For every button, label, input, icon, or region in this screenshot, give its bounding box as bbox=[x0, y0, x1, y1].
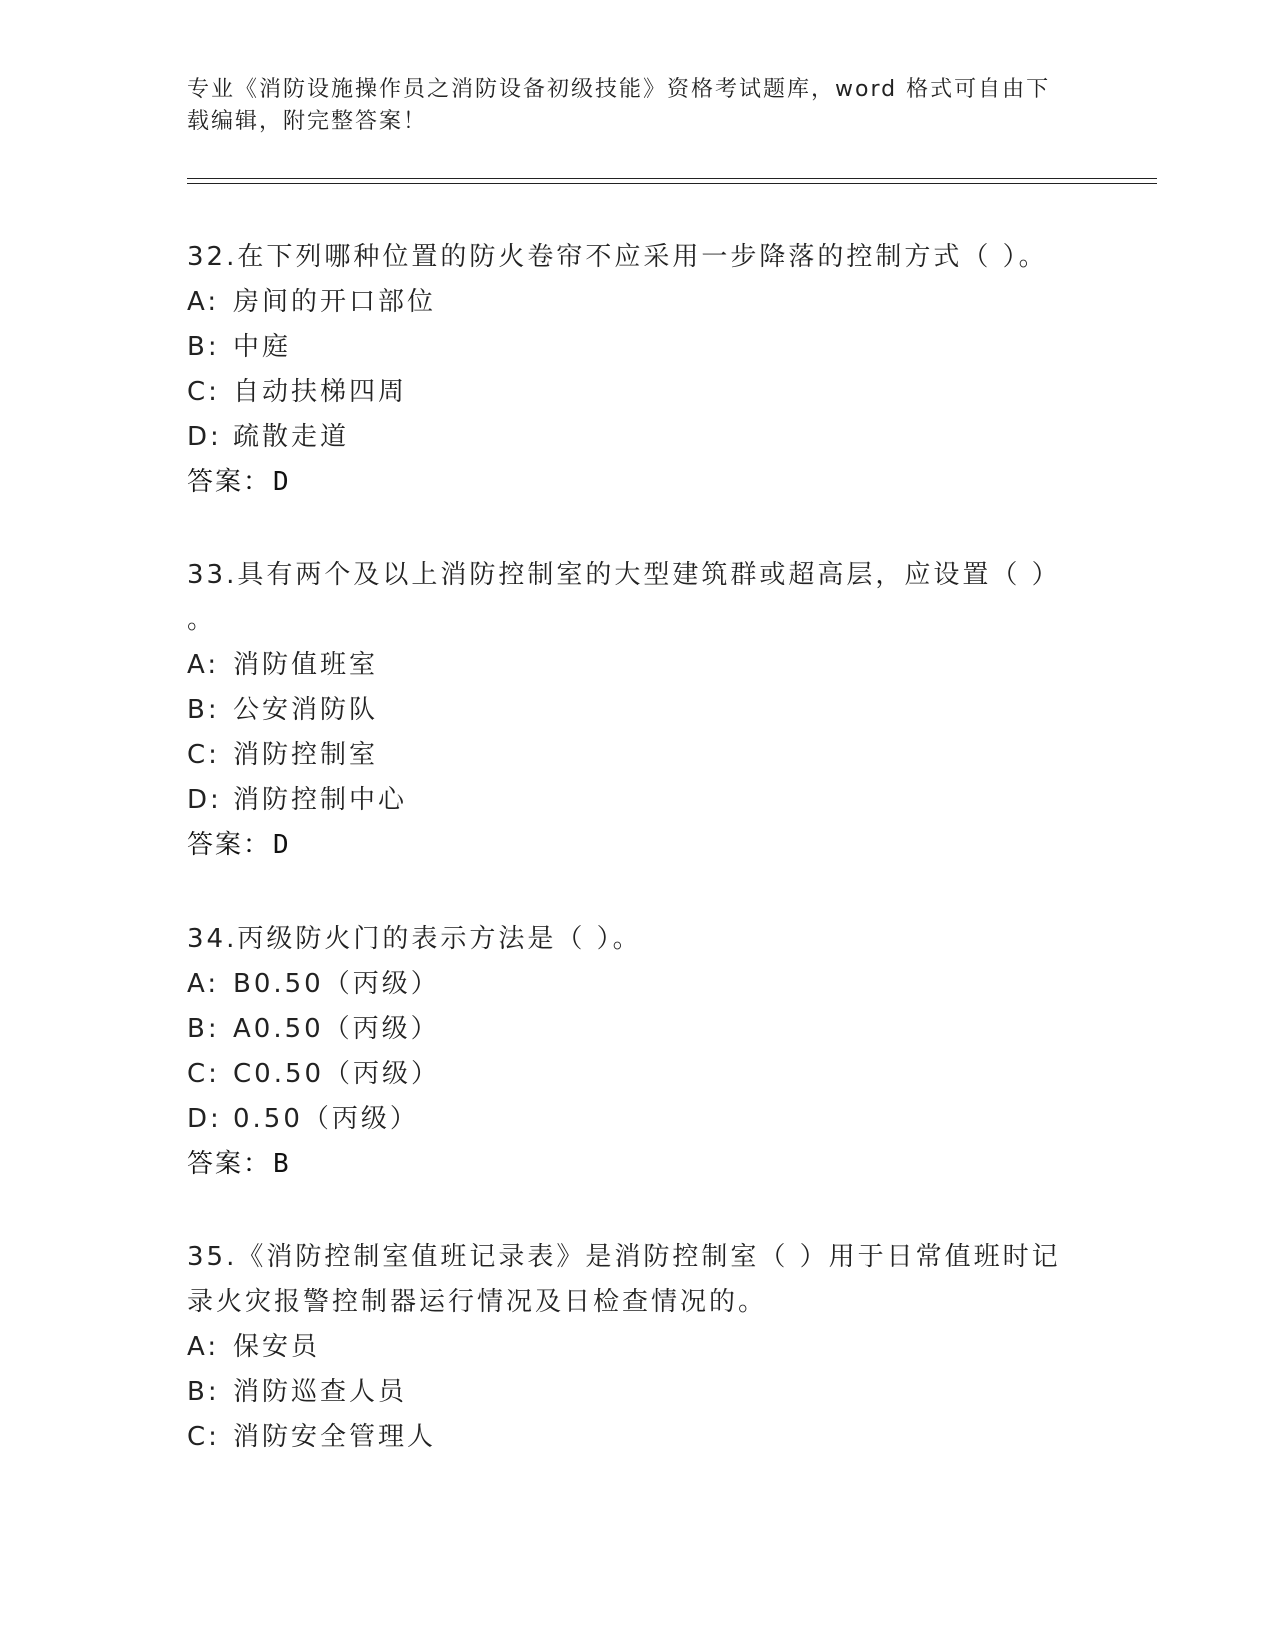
question-35 bbox=[187, 1240, 1087, 1465]
answer-value: D bbox=[273, 830, 291, 860]
option-text: 公安消防队 bbox=[233, 695, 379, 725]
question-stem-line-1: 33.具有两个及以上消防控制室的大型建筑群或超高层，应设置（ ） bbox=[187, 560, 1061, 590]
option-text: C0.50（丙级） bbox=[233, 1059, 441, 1089]
option-text: A0.50（丙级） bbox=[233, 1014, 440, 1044]
header-divider-top bbox=[187, 178, 1157, 179]
option-letter: C: bbox=[187, 1059, 220, 1089]
option-c bbox=[187, 1420, 1087, 1454]
option-letter: D: bbox=[187, 1104, 222, 1134]
option-text: 保安员 bbox=[233, 1332, 321, 1362]
option-letter: C: bbox=[187, 1422, 220, 1452]
option-b bbox=[187, 1375, 1087, 1409]
option-c bbox=[187, 375, 1087, 409]
option-letter: B: bbox=[187, 332, 220, 362]
answer-line bbox=[187, 1147, 1087, 1181]
question-33 bbox=[187, 558, 1087, 862]
option-text: 消防值班室 bbox=[233, 650, 379, 680]
answer-line bbox=[187, 828, 1087, 862]
question-stem-line-2: 录火灾报警控制器运行情况及日检查情况的。 bbox=[187, 1287, 768, 1317]
option-text: 房间的开口部位 bbox=[233, 287, 437, 317]
option-b bbox=[187, 693, 1087, 727]
option-letter: B: bbox=[187, 1377, 220, 1407]
question-stem-line-1: 35.《消防控制室值班记录表》是消防控制室（ ）用于日常值班时记 bbox=[187, 1242, 1061, 1272]
option-a bbox=[187, 648, 1087, 682]
option-letter: C: bbox=[187, 377, 220, 407]
option-a bbox=[187, 1330, 1087, 1364]
option-text: 消防控制中心 bbox=[233, 785, 408, 815]
answer-label: 答案： bbox=[187, 830, 272, 860]
option-letter: D: bbox=[187, 422, 222, 452]
question-32 bbox=[187, 240, 1087, 499]
option-c bbox=[187, 738, 1087, 772]
option-a bbox=[187, 285, 1087, 319]
option-text: 消防控制室 bbox=[233, 740, 379, 770]
option-letter: A: bbox=[187, 650, 220, 680]
option-text: 消防巡查人员 bbox=[233, 1377, 408, 1407]
header-line-1: 专业《消防设施操作员之消防设备初级技能》资格考试题库，word 格式可自由下 bbox=[187, 77, 1051, 102]
answer-label: 答案： bbox=[187, 467, 272, 497]
option-text: 消防安全管理人 bbox=[233, 1422, 437, 1452]
question-stem-line-2: 。 bbox=[187, 605, 217, 635]
header-line-2: 载编辑，附完整答案！ bbox=[187, 109, 428, 134]
option-d bbox=[187, 1102, 1087, 1136]
answer-value: D bbox=[273, 467, 291, 497]
option-letter: B: bbox=[187, 1014, 220, 1044]
option-a bbox=[187, 967, 1087, 1001]
question-stem bbox=[187, 1240, 1087, 1319]
option-d bbox=[187, 783, 1087, 817]
option-text: 中庭 bbox=[233, 332, 292, 362]
option-letter: A: bbox=[187, 287, 220, 317]
question-stem: 34.丙级防火门的表示方法是（ ）。 bbox=[187, 924, 642, 954]
option-letter: A: bbox=[187, 1332, 220, 1362]
option-b bbox=[187, 330, 1087, 364]
option-c bbox=[187, 1057, 1087, 1091]
option-letter: C: bbox=[187, 740, 220, 770]
header-divider-bottom bbox=[187, 183, 1157, 184]
answer-label: 答案： bbox=[187, 1149, 272, 1179]
question-34 bbox=[187, 922, 1087, 1181]
question-stem: 32.在下列哪种位置的防火卷帘不应采用一步降落的控制方式（ ）。 bbox=[187, 242, 1048, 272]
answer-value: B bbox=[273, 1149, 291, 1179]
option-text: B0.50（丙级） bbox=[233, 969, 440, 999]
option-d bbox=[187, 420, 1087, 454]
option-letter: A: bbox=[187, 969, 220, 999]
answer-line bbox=[187, 465, 1087, 499]
option-text: 自动扶梯四周 bbox=[233, 377, 408, 407]
option-text: 疏散走道 bbox=[233, 422, 350, 452]
document-header bbox=[187, 74, 1087, 138]
option-text: 0.50（丙级） bbox=[233, 1104, 419, 1134]
question-stem bbox=[187, 558, 1087, 637]
option-letter: B: bbox=[187, 695, 220, 725]
option-b bbox=[187, 1012, 1087, 1046]
option-letter: D: bbox=[187, 785, 222, 815]
